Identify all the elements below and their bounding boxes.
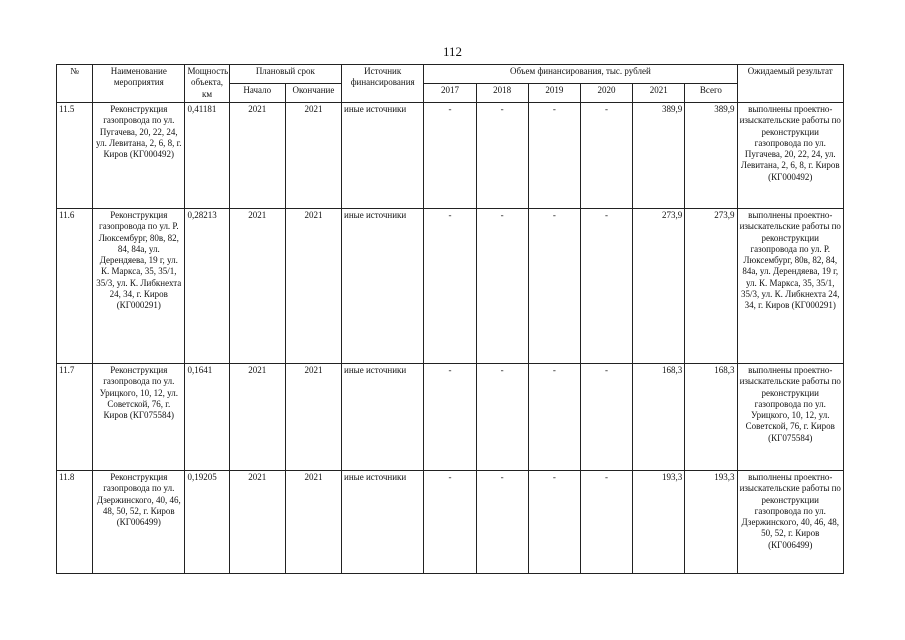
row-result: выполнены проектно-изыскательские работы по реконструкции газопровода по ул. Пугачева, 20, 22, 24, ул. Левитана, 2, 6, 8, г. Киров (КГ000492) — [737, 103, 843, 209]
page-number: 112 — [442, 44, 463, 59]
row-2019: - — [528, 209, 580, 364]
row-2018: - — [476, 103, 528, 209]
row-num: 11.7 — [57, 364, 93, 471]
row-name: Реконструкция газопровода по ул. Урицкого, 10, 12, ул. Советской, 76, г. Киров (КГ075584) — [93, 364, 185, 471]
header-year-2020: 2020 — [580, 84, 632, 103]
row-total: 273,9 — [685, 209, 737, 364]
header-start: Начало — [229, 84, 285, 103]
header-year-2017: 2017 — [424, 84, 476, 103]
row-2018: - — [476, 364, 528, 471]
funding-table — [56, 64, 844, 574]
row-source: иные источники — [342, 471, 424, 574]
header-source: Источник финансирования — [342, 65, 424, 103]
header-result: Ожидаемый результат — [737, 65, 843, 103]
row-2019: - — [528, 471, 580, 574]
row-2017: - — [424, 364, 476, 471]
row-2020: - — [580, 471, 632, 574]
row-num: 11.8 — [57, 471, 93, 574]
row-result: выполнены проектно-изыскательские работы по реконструкции газопровода по ул. Урицкого, 10, 12, ул. Советской, 76, г. Киров (КГ075584) — [737, 364, 843, 471]
row-result: выполнены проектно-изыскательские работы по реконструкции газопровода по ул. Дзержинского, 40, 46, 48, 50, 52, г. Киров (КГ006499) — [737, 471, 843, 574]
row-result: выполнены проектно-изыскательские работы по реконструкции газопровода по ул. Р. Люксембург, 80в, 82, 84, 84а, ул. Дерендяева, 19 г, ул. К. Маркса, 35, 35/1, 35/3, ул. К. Либкнехта 24, 34, г. Киров (КГ000291) — [737, 209, 843, 364]
row-source: иные источники — [342, 209, 424, 364]
row-end: 2021 — [285, 364, 341, 471]
row-num: 11.5 — [57, 103, 93, 209]
row-total: 389,9 — [685, 103, 737, 209]
table-row — [57, 364, 844, 471]
row-2021: 168,3 — [633, 364, 685, 471]
header-year-2021: 2021 — [633, 84, 685, 103]
header-funding-volume: Объем финансирования, тыс. рублей — [424, 65, 737, 84]
header-row-top — [57, 65, 844, 84]
row-start: 2021 — [229, 209, 285, 364]
row-end: 2021 — [285, 103, 341, 209]
row-start: 2021 — [229, 471, 285, 574]
row-2017: - — [424, 103, 476, 209]
row-source: иные источники — [342, 364, 424, 471]
row-2021: 389,9 — [633, 103, 685, 209]
row-name: Реконструкция газопровода по ул. Пугачева, 20, 22, 24, ул. Левитана, 2, 6, 8, г. Киров (КГ000492) — [93, 103, 185, 209]
row-2017: - — [424, 471, 476, 574]
header-total: Всего — [685, 84, 737, 103]
table-row — [57, 209, 844, 364]
row-capacity: 0,41181 — [185, 103, 229, 209]
row-2017: - — [424, 209, 476, 364]
header-capacity: Мощность объекта, км — [185, 65, 229, 103]
header-name: Наименование мероприятия — [93, 65, 185, 103]
row-source: иные источники — [342, 103, 424, 209]
header-year-2018: 2018 — [476, 84, 528, 103]
row-name: Реконструкция газопровода по ул. Р. Люксембург, 80в, 82, 84, 84а, ул. Дерендяева, 19 г, ул. К. Маркса, 35, 35/1, 35/3, ул. К. Либкнехта 24, 34, г. Киров (КГ000291) — [93, 209, 185, 364]
row-start: 2021 — [229, 103, 285, 209]
row-2020: - — [580, 103, 632, 209]
row-num: 11.6 — [57, 209, 93, 364]
header-end: Окончание — [285, 84, 341, 103]
row-2019: - — [528, 364, 580, 471]
table-row — [57, 103, 844, 209]
row-2021: 273,9 — [633, 209, 685, 364]
header-num: № — [57, 65, 93, 103]
table-row — [57, 471, 844, 574]
row-capacity: 0,28213 — [185, 209, 229, 364]
row-2021: 193,3 — [633, 471, 685, 574]
header-planned-term: Плановый срок — [229, 65, 341, 84]
row-2018: - — [476, 471, 528, 574]
row-start: 2021 — [229, 364, 285, 471]
row-name: Реконструкция газопровода по ул. Дзержинского, 40, 46, 48, 50, 52, г. Киров (КГ006499) — [93, 471, 185, 574]
row-end: 2021 — [285, 471, 341, 574]
header-year-2019: 2019 — [528, 84, 580, 103]
row-end: 2021 — [285, 209, 341, 364]
row-capacity: 0,19205 — [185, 471, 229, 574]
row-2020: - — [580, 209, 632, 364]
row-total: 168,3 — [685, 364, 737, 471]
row-2018: - — [476, 209, 528, 364]
row-2019: - — [528, 103, 580, 209]
row-capacity: 0,1641 — [185, 364, 229, 471]
row-2020: - — [580, 364, 632, 471]
row-total: 193,3 — [685, 471, 737, 574]
